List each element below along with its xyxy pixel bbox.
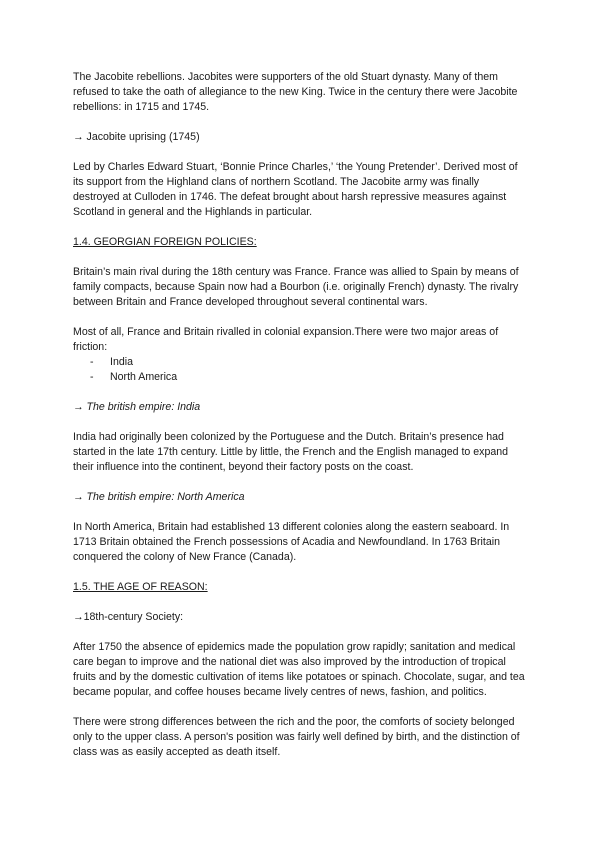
section-heading-foreign-policies: 1.4. GEORGIAN FOREIGN POLICIES: bbox=[73, 236, 257, 248]
list-dash: - bbox=[90, 356, 94, 368]
section-heading-age-of-reason: 1.5. THE AGE OF REASON: bbox=[73, 581, 208, 593]
empire-north-america-paragraph: In North America, Britain had established 13 different colonies along the eastern seaboard. In 1713 Britain obtained the French possessions of Acadia and Newfoundland. In 1763 Britain conquered the colony of New France (Canada). bbox=[73, 521, 510, 563]
list-dash: - bbox=[90, 371, 94, 383]
list-item-label: North America bbox=[110, 371, 178, 383]
empire-india-paragraph: India had originally been colonized by the Portuguese and the Dutch. Britain’s presence had started in the late 17th century. Little by little, the French and the English managed to expand their influence into the continent, beyond their factory posts on the coast. bbox=[73, 431, 509, 473]
friction-list bbox=[73, 355, 528, 385]
society-subheading: →18th-century Society: bbox=[73, 611, 184, 623]
list-item bbox=[73, 355, 528, 370]
class-distinction-paragraph: There were strong differences between the rich and the poor, the comforts of society belonged only to the upper class. A person's position was fairly well defined by birth, and the distinction of class was as easily accepted as death itself. bbox=[73, 716, 520, 758]
empire-india-subheading: → The british empire: India bbox=[73, 401, 201, 413]
jacobite-uprising-subheading: → Jacobite uprising (1745) bbox=[73, 131, 200, 143]
society-paragraph: After 1750 the absence of epidemics made the population grow rapidly; sanitation and medical care began to improve and the national diet was also improved by the introduction of tropical fruits and by the domestic cultivation of items like potatoes or spinach. Chocolate, sugar, and tea became popular, and coffee houses became lively centres of news, fashion, and politics. bbox=[73, 641, 525, 698]
colonial-expansion-paragraph: Most of all, France and Britain rivalled in colonial expansion.There were two major areas of friction: bbox=[73, 326, 499, 353]
jacobite-intro-paragraph: The Jacobite rebellions. Jacobites were supporters of the old Stuart dynasty. Many of them refused to take the oath of allegiance to the new King. Twice in the century there were Jacobite rebellions: in 1715 and 1745. bbox=[73, 71, 518, 113]
main-rival-paragraph: Britain’s main rival during the 18th century was France. France was allied to Spain by means of family compacts, because Spain now had a Bourbon (i.e. originally French) dynasty. The rivalry between Britain and France developed throughout several continental wars. bbox=[73, 266, 519, 308]
jacobite-uprising-paragraph: Led by Charles Edward Stuart, ‘Bonnie Prince Charles,’ ‘the Young Pretender’. Derived most of its support from the Highland clans of northern Scotland. The Jacobite army was finally destroyed at Culloden in 1746. The defeat brought about harsh repressive measures against Scotland in general and the Highlands in particular. bbox=[73, 161, 518, 218]
list-item-label: India bbox=[110, 356, 133, 368]
list-item bbox=[73, 370, 528, 385]
document-page bbox=[73, 70, 528, 775]
empire-north-america-subheading: → The british empire: North America bbox=[73, 491, 245, 503]
